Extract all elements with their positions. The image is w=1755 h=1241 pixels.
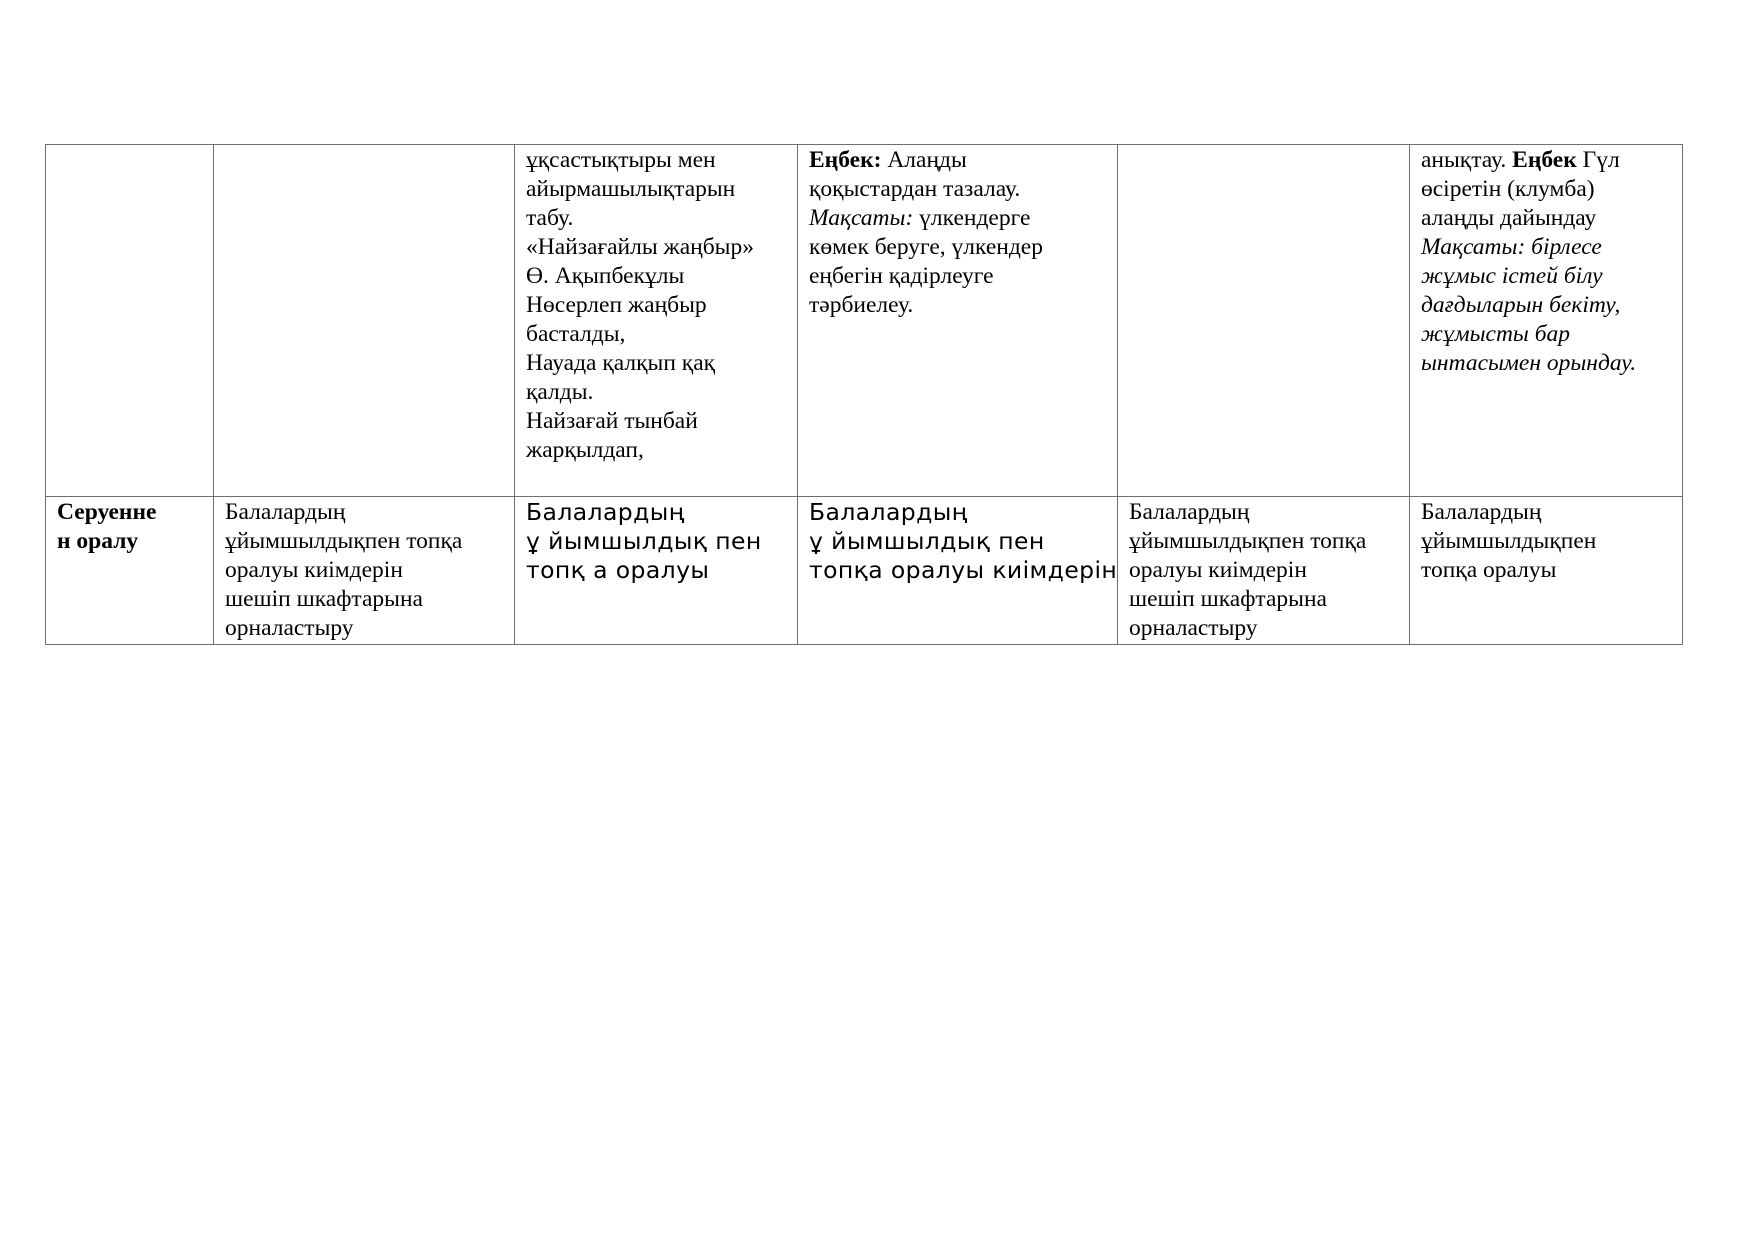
text-line: ұйымшылдықпен топқа: [225, 528, 463, 554]
text-line: басталды,: [526, 321, 626, 347]
text-line: Балалардың: [809, 498, 968, 526]
text-line: қоқыстардан тазалау.: [809, 176, 1021, 202]
table-cell-empty: [46, 145, 214, 497]
text-line: шешіп шкафтарына: [1129, 586, 1327, 612]
text-line: [1421, 146, 1672, 175]
work-label: Еңбек: [1512, 147, 1577, 173]
table-cell-poem: [515, 145, 798, 497]
text-fragment: анықтау.: [1421, 147, 1513, 173]
table-cell-empty: [214, 145, 515, 497]
activity-plan-table: [45, 144, 1683, 645]
text-line: ұ йымшылдық пен: [526, 527, 762, 555]
work-text: Алаңды: [881, 147, 967, 173]
table-cell-work-task: [1410, 145, 1683, 497]
text-line: қалды.: [526, 379, 594, 405]
text-line: ұқсастықтыры мен: [526, 147, 716, 173]
text-line: тәрбиелеу.: [809, 292, 914, 318]
text-line: орналастыру: [225, 615, 354, 641]
goal-text-line: дағдыларын бекіту,: [1421, 292, 1621, 318]
text-line: Балалардың: [526, 498, 685, 526]
text-line: Балалардың: [225, 499, 346, 525]
goal-label: Мақсаты:: [809, 205, 914, 231]
text-line: Балалардың: [1129, 499, 1250, 525]
text-line: ұ йымшылдық пен: [809, 527, 1045, 555]
table-cell-section-title: [46, 497, 214, 645]
table-cell-return-text: [214, 497, 515, 645]
goal-text-line: Мақсаты: бірлесе: [1421, 234, 1602, 260]
text-line: топқа оралуы: [1421, 557, 1557, 583]
table-cell-work-task: [798, 145, 1118, 497]
table-row: [46, 497, 1683, 645]
text-line: ұйымшылдықпен топқа: [1129, 528, 1367, 554]
work-label: Еңбек:: [809, 147, 882, 173]
text-line: жарқылдап,: [526, 437, 644, 463]
text-line: Балалардың: [1421, 499, 1542, 525]
text-line: ұйымшылдықпен: [1421, 528, 1597, 554]
text-line: орналастыру: [1129, 615, 1258, 641]
text-line: оралуы киімдерін: [225, 557, 403, 583]
text-line: табу.: [526, 205, 574, 231]
table-cell-return-text: [798, 497, 1118, 645]
text-line: [809, 146, 1107, 175]
text-line: еңбегін қадірлеуге: [809, 263, 994, 289]
section-title-line: Серуенне: [57, 499, 157, 525]
table-cell-return-text: [1410, 497, 1683, 645]
text-line: алаңды дайындау: [1421, 205, 1597, 231]
text-line: оралуы киімдерін: [1129, 557, 1307, 583]
goal-text-line: жұмысты бар: [1421, 321, 1571, 347]
table-cell-return-text: [515, 497, 798, 645]
text-line: өсіретін (клумба): [1421, 176, 1595, 202]
section-title-line: н оралу: [57, 528, 139, 554]
text-line: көмек беруге, үлкендер: [809, 234, 1043, 260]
text-line: топқ а оралуы: [526, 556, 710, 584]
text-line: Найзағай тынбай: [526, 408, 698, 434]
text-fragment: Гүл: [1576, 147, 1620, 173]
text-line: топқа оралуы киімдерін: [809, 556, 1118, 584]
text-line: шешіп шкафтарына: [225, 586, 423, 612]
goal-text: үлкендерге: [913, 205, 1031, 231]
goal-text-line: жұмыс істей білу: [1421, 263, 1603, 289]
table-cell-empty: [1118, 145, 1410, 497]
table-row: [46, 145, 1683, 497]
table-cell-return-text: [1118, 497, 1410, 645]
text-line: [809, 204, 1107, 233]
text-line: Нөсерлеп жаңбыр: [526, 292, 707, 318]
goal-text-line: ынтасымен орындау.: [1421, 350, 1637, 376]
text-line: Науада қалқып қақ: [526, 350, 716, 376]
text-line: айырмашылықтарын: [526, 176, 736, 202]
text-line: Ө. Ақыпбекұлы: [526, 263, 685, 289]
text-line: «Найзағайлы жаңбыр»: [526, 234, 754, 260]
